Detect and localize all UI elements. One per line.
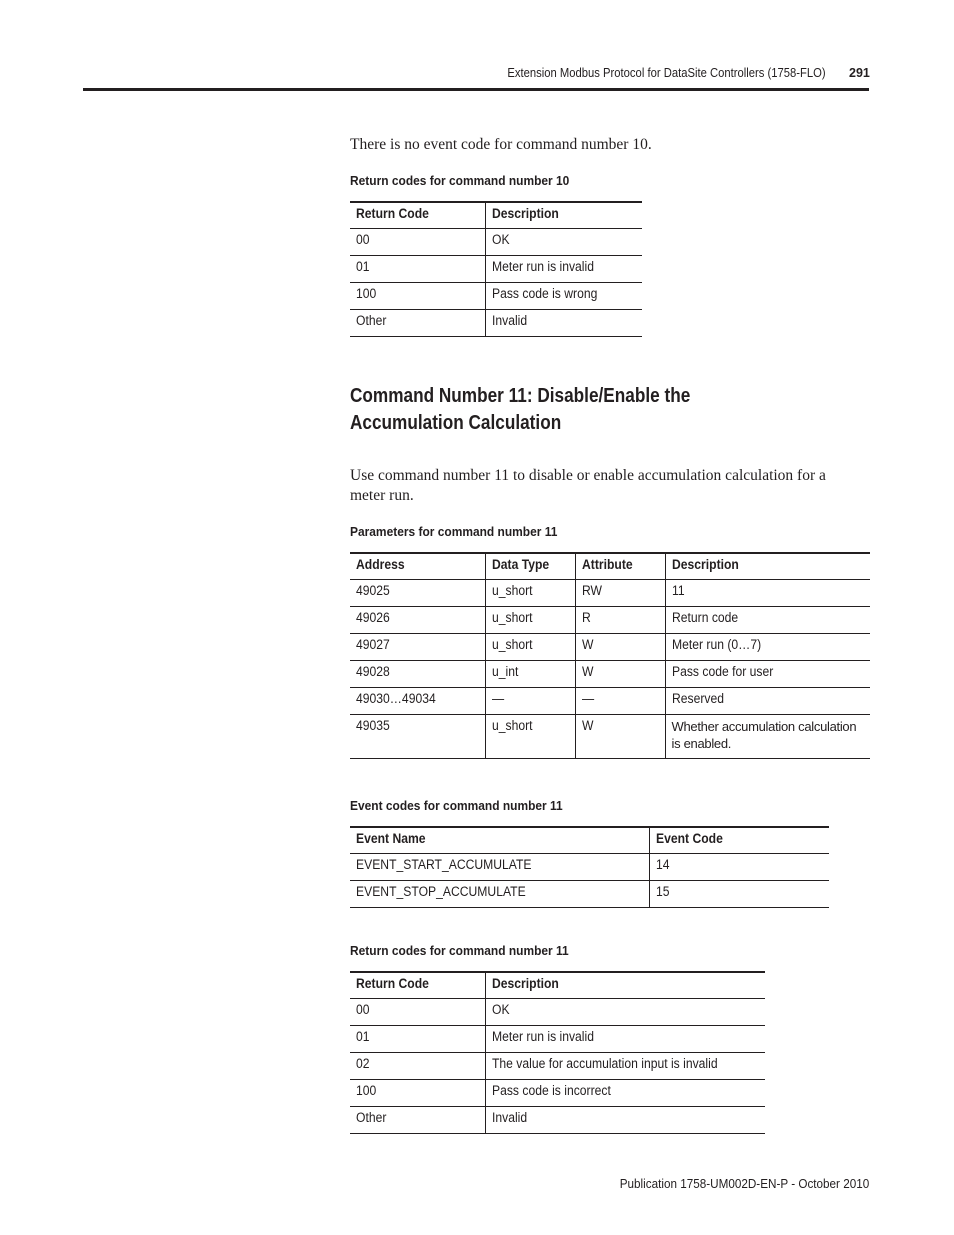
table-cell: 100 <box>350 1080 485 1107</box>
column-header: Return Code <box>350 202 485 229</box>
table-cell: Other <box>350 310 485 337</box>
table-cell: 01 <box>350 1026 485 1053</box>
table-cell: 49025 <box>350 580 485 607</box>
table-cell: 00 <box>350 229 485 256</box>
table-cell: u_short <box>485 634 575 661</box>
table-row <box>350 256 642 283</box>
table-cell: Whether accumulation calculation is enabled. <box>665 715 870 759</box>
table-row <box>350 310 642 337</box>
section-heading: Command Number 11: Disable/Enable the Accumulation Calculation <box>350 385 691 434</box>
column-header: Attribute <box>575 553 665 580</box>
table-header-row <box>350 202 642 229</box>
table-row <box>350 607 870 634</box>
table-cell: EVENT_STOP_ACCUMULATE <box>350 881 649 908</box>
table-cell: Meter run (0…7) <box>665 634 870 661</box>
table-cell: RW <box>575 580 665 607</box>
table-cell: The value for accumulation input is invalid <box>485 1053 765 1080</box>
return-codes-11-table <box>350 971 765 1134</box>
table-cell: Meter run is invalid <box>485 256 642 283</box>
column-header: Description <box>485 972 765 999</box>
table-cell: 49028 <box>350 661 485 688</box>
table-row <box>350 283 642 310</box>
column-header: Description <box>665 553 870 580</box>
table-header-row <box>350 553 870 580</box>
table-header-row <box>350 972 765 999</box>
table-cell: Invalid <box>485 310 642 337</box>
running-header-title: Extension Modbus Protocol for DataSite Controllers (1758-FLO) <box>507 66 826 80</box>
table-row <box>350 580 870 607</box>
table-cell: W <box>575 715 665 759</box>
column-header: Event Name <box>350 827 649 854</box>
table-row <box>350 1053 765 1080</box>
table-cell: Reserved <box>665 688 870 715</box>
table-cell: 01 <box>350 256 485 283</box>
table-cell: — <box>485 688 575 715</box>
table-caption-return-codes-11: Return codes for command number 11 <box>350 943 569 958</box>
table-row <box>350 661 870 688</box>
table-row <box>350 229 642 256</box>
table-cell: 11 <box>665 580 870 607</box>
column-header: Address <box>350 553 485 580</box>
table-cell: Pass code for user <box>665 661 870 688</box>
table-row <box>350 881 829 908</box>
table-row <box>350 634 870 661</box>
table-cell: OK <box>485 999 765 1026</box>
table-cell: Invalid <box>485 1107 765 1134</box>
table-cell: W <box>575 661 665 688</box>
table-cell: 15 <box>649 881 829 908</box>
table-cell: Pass code is incorrect <box>485 1080 765 1107</box>
section-paragraph: Use command number 11 to disable or enable accumulation calculation for a meter run. <box>350 467 826 504</box>
table-cell: 49027 <box>350 634 485 661</box>
table-cell: OK <box>485 229 642 256</box>
parameters-11-table <box>350 552 870 759</box>
table-cell: 49035 <box>350 715 485 759</box>
table-cell: u_short <box>485 607 575 634</box>
table-row <box>350 854 829 881</box>
table-cell: u_int <box>485 661 575 688</box>
table-caption-parameters-11: Parameters for command number 11 <box>350 524 558 539</box>
table-row <box>350 1107 765 1134</box>
table-header-row <box>350 827 829 854</box>
table-cell: W <box>575 634 665 661</box>
table-cell: Return code <box>665 607 870 634</box>
table-cell: — <box>575 688 665 715</box>
table-row <box>350 715 870 759</box>
table-cell: 00 <box>350 999 485 1026</box>
table-cell: EVENT_START_ACCUMULATE <box>350 854 649 881</box>
table-cell: 100 <box>350 283 485 310</box>
page-number: 291 <box>849 66 870 80</box>
table-row <box>350 1080 765 1107</box>
intro-paragraph: There is no event code for command number 10. <box>350 136 652 153</box>
column-header: Return Code <box>350 972 485 999</box>
table-cell: Pass code is wrong <box>485 283 642 310</box>
table-caption-return-codes-10: Return codes for command number 10 <box>350 173 570 188</box>
table-row <box>350 999 765 1026</box>
table-cell: Meter run is invalid <box>485 1026 765 1053</box>
table-cell: 02 <box>350 1053 485 1080</box>
return-codes-10-table <box>350 201 642 337</box>
table-caption-event-codes-11: Event codes for command number 11 <box>350 798 563 813</box>
table-cell: u_short <box>485 580 575 607</box>
event-codes-11-table <box>350 826 829 908</box>
table-cell: Other <box>350 1107 485 1134</box>
table-cell: u_short <box>485 715 575 759</box>
table-row <box>350 688 870 715</box>
table-cell: R <box>575 607 665 634</box>
header-rule <box>83 88 869 91</box>
table-cell: 14 <box>649 854 829 881</box>
publication-footer: Publication 1758-UM002D-EN-P - October 2010 <box>619 1176 869 1191</box>
table-row <box>350 1026 765 1053</box>
column-header: Data Type <box>485 553 575 580</box>
column-header: Event Code <box>649 827 829 854</box>
table-cell: 49026 <box>350 607 485 634</box>
column-header: Description <box>485 202 642 229</box>
table-cell: 49030…49034 <box>350 688 485 715</box>
